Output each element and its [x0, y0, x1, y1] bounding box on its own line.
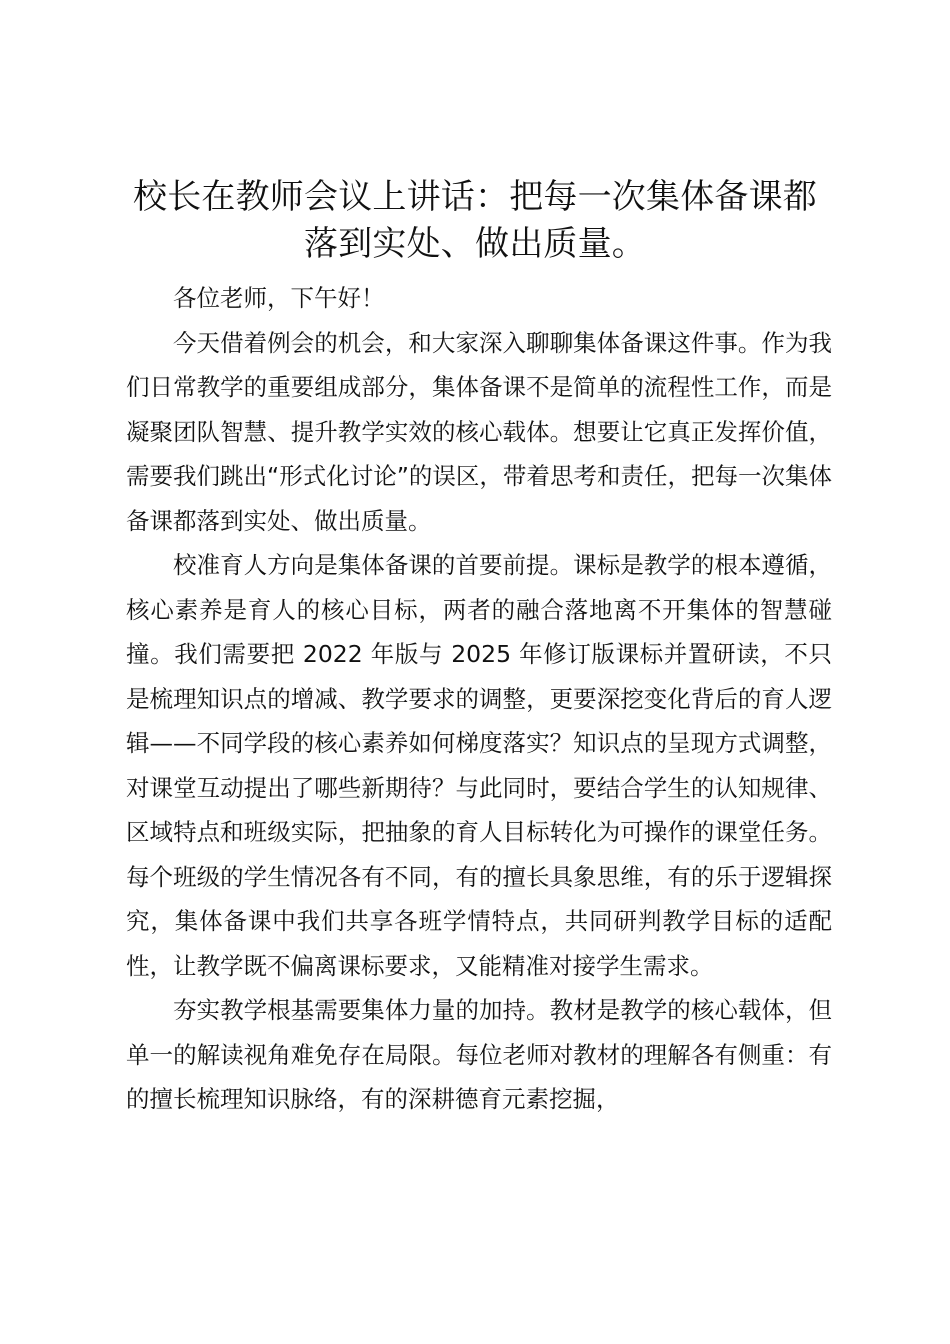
body-paragraph-3: 夯实教学根基需要集体力量的加持。教材是教学的核心载体，但单一的解读视角难免存在局限。每位老师对教材的理解各有侧重：有的擅长梳理知识脉络，有的深耕德育元素挖掘，	[126, 996, 832, 1113]
body-paragraph-2: 校准育人方向是集体备课的首要前提。课标是教学的根本遵循，核心素养是育人的核心目标，两者的融合落地离不开集体的智慧碰撞。我们需要把 2022 年版与 2025 年修订版课标并置研读，不只是梳理知识点的增减、教学要求的调整，更要深挖变化背后的育人逻辑——不同学段的核心素养如何梯度落实？知识点的呈现方式调整，对课堂互动提出了哪些新期待？与此同时，要结合学生的认知规律、区域特点和班级实际，把抽象的育人目标转化为可操作的课堂任务。每个班级的学生情况各有不同，有的擅长具象思维，有的乐于逻辑探究，集体备课中我们共享各班学情特点，共同研判教学目标的适配性，让教学既不偏离课标要求，又能精准对接学生需求。	[126, 551, 832, 980]
greeting-paragraph: 各位老师，下午好！	[173, 284, 385, 312]
document-body	[126, 276, 832, 1122]
document-title: 校长在教师会议上讲话：把每一次集体备课都落到实处、做出质量。	[133, 177, 817, 264]
body-paragraph-1: 今天借着例会的机会，和大家深入聊聊集体备课这件事。作为我们日常教学的重要组成部分，集体备课不是简单的流程性工作，而是凝聚团队智慧、提升教学实效的核心载体。想要让它真正发挥价值，需要我们跳出“形式化讨论”的误区，带着思考和责任，把每一次集体备课都落到实处、做出质量。	[126, 328, 832, 535]
